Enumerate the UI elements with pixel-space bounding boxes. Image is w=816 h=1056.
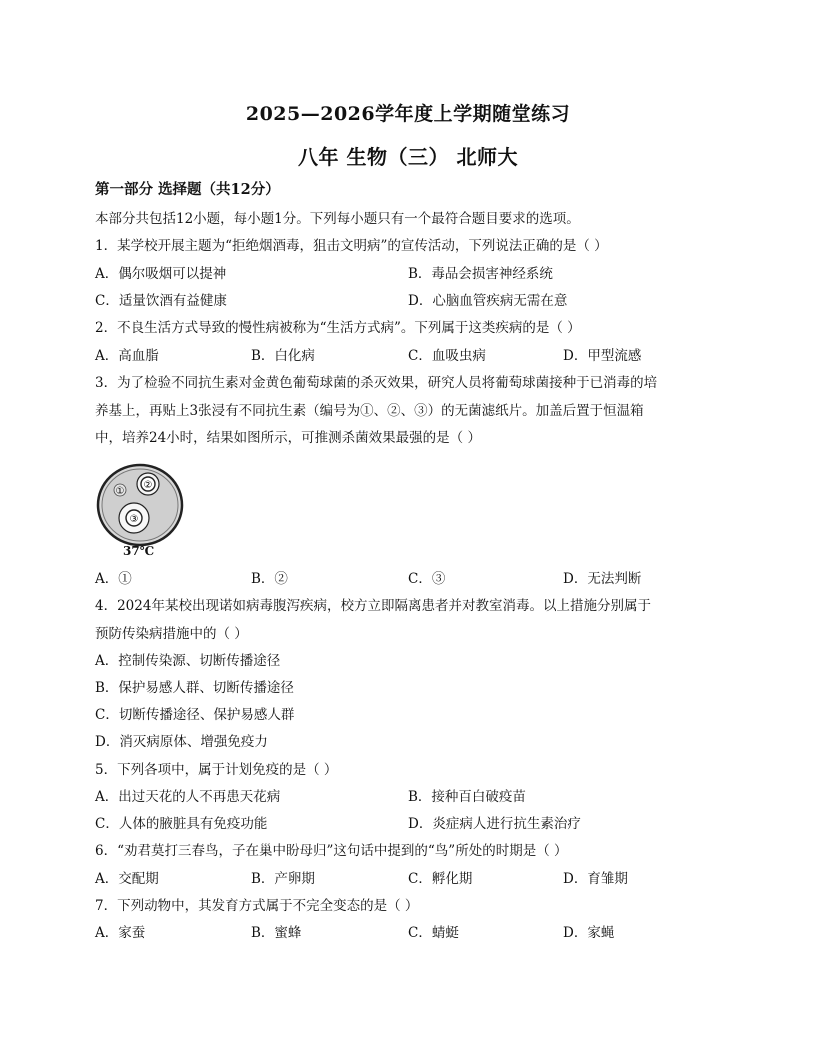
question-1-option-b: B．毒品会损害神经系统	[408, 266, 553, 282]
question-2-option-a: A．高血脂	[95, 348, 159, 364]
question-1-option-d: D．心脑血管疾病无需在意	[408, 293, 568, 309]
question-4-option-c: C．切断传播途径、保护易感人群	[95, 707, 295, 723]
petri-dish-illustration	[95, 460, 195, 550]
question-3-stem-line-2: 养基上，再贴上3张浸有不同抗生素（编号为①、②、③）的无菌滤纸片。加盖后置于恒温箱	[95, 403, 644, 419]
question-6-option-a: A．交配期	[95, 871, 159, 887]
question-4-option-a: A．控制传染源、切断传播途径	[95, 653, 281, 669]
question-1-stem: 1．某学校开展主题为“拒绝烟酒毒，狙击文明病”的宣传活动，下列说法正确的是（ ）	[95, 238, 608, 254]
disc-label-1: ①	[115, 486, 125, 497]
section-instructions: 本部分共包括12小题，每小题1分。下列每小题只有一个最符合题目要求的选项。	[95, 211, 580, 227]
question-6-option-d: D．育雏期	[563, 871, 628, 887]
question-7-option-a: A．家蚕	[95, 925, 146, 941]
question-3-stem-line-3: 中，培养24小时，结果如图所示，可推测杀菌效果最强的是（ ）	[95, 430, 481, 446]
disc-label-2: ②	[143, 480, 153, 491]
question-1-option-c: C．适量饮酒有益健康	[95, 293, 227, 309]
section-heading: 第一部分 选择题（共12分）	[95, 181, 280, 198]
question-3-option-d: D．无法判断	[563, 571, 642, 587]
question-3-stem-line-1: 3．为了检验不同抗生素对金黄色葡萄球菌的杀灭效果，研究人员将葡萄球菌接种于已消毒的培	[95, 375, 658, 391]
figure-temperature-caption: 37℃	[123, 544, 155, 558]
exam-subtitle: 八年 生物（三） 北师大	[298, 145, 518, 169]
question-6-option-c: C．孵化期	[408, 871, 473, 887]
question-3-option-c: C．③	[408, 571, 446, 587]
question-6-stem: 6．“劝君莫打三春鸟，子在巢中盼母归”这句话中提到的“鸟”所处的时期是（ ）	[95, 843, 568, 859]
question-4-option-b: B．保护易感人群、切断传播途径	[95, 680, 294, 696]
disc-label-3: ③	[129, 514, 139, 525]
question-4-option-d: D．消灭病原体、增强免疫力	[95, 734, 268, 750]
question-5-option-a: A．出过天花的人不再患天花病	[95, 789, 281, 805]
question-5-option-d: D．炎症病人进行抗生素治疗	[408, 816, 581, 832]
question-4-stem-line-1: 4．2024年某校出现诺如病毒腹泻疾病，校方立即隔离患者并对教室消毒。以上措施分别属于	[95, 598, 651, 614]
question-4-stem-line-2: 预防传染病措施中的（ ）	[95, 626, 248, 642]
question-3-option-b: B．②	[251, 571, 288, 587]
question-1-option-a: A．偶尔吸烟可以提神	[95, 266, 227, 282]
question-2-option-b: B．白化病	[251, 348, 315, 364]
question-7-option-b: B．蜜蜂	[251, 925, 302, 941]
question-7-option-d: D．家蝇	[563, 925, 615, 941]
question-5-option-b: B．接种百白破疫苗	[408, 789, 526, 805]
question-6-option-b: B．产卵期	[251, 871, 315, 887]
question-3-option-a: A．①	[95, 571, 132, 587]
question-5-stem: 5．下列各项中，属于计划免疫的是（ ）	[95, 762, 338, 778]
question-5-option-c: C．人体的腋脏具有免疫功能	[95, 816, 268, 832]
question-2-stem: 2．不良生活方式导致的慢性病被称为“生活方式病”。下列属于这类疾病的是（ ）	[95, 320, 581, 336]
question-7-stem: 7．下列动物中，其发育方式属于不完全变态的是（ ）	[95, 898, 419, 914]
question-2-option-d: D．甲型流感	[563, 348, 642, 364]
question-7-option-c: C．蜻蜓	[408, 925, 459, 941]
question-2-option-c: C．血吸虫病	[408, 348, 486, 364]
exam-title: 2025—2026学年度上学期随堂练习	[245, 103, 571, 125]
